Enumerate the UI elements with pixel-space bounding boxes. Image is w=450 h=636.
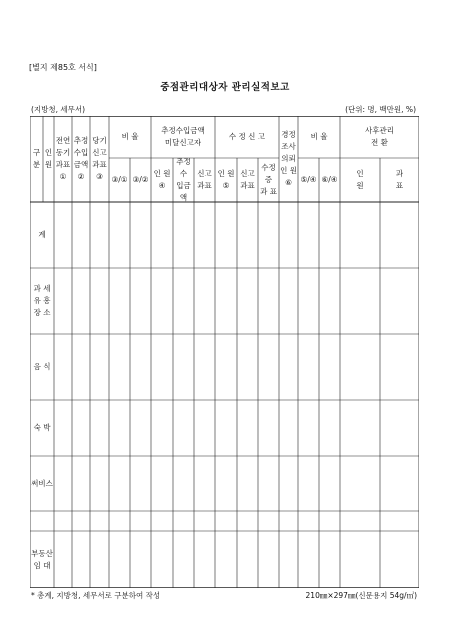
header-ratio-2: 비 율 [310,132,328,141]
organization-label: (지방청, 세무서) [31,105,86,114]
header-category: 구 분 [32,148,41,169]
header-ratio-3-2: ③/② [132,175,149,184]
row-label-real-estate: 부동산 임 대 [31,548,53,570]
header-prior-tax-base: 전연 동기 과표 ① [55,136,71,181]
header-amended-returns: 수 정 신 고 [228,132,266,141]
header-ratio-3-1: ③/① [111,175,128,184]
header-follow-up-headcount: 인 원 [356,169,364,190]
header-under-tax-base: 신고 과표 [197,169,212,190]
unit-label: (단위: 명, 백만원, %) [345,105,416,114]
header-amended-headcount: 인 원 ⑤ [217,169,235,190]
row-label-lodging: 숙 박 [33,423,51,432]
form-number-label: [별지 제85호 서식] [29,63,97,72]
paper-size-note: 210㎜×297㎜(신문용지 54g/㎡) [305,591,417,600]
header-ratio-1: 비 율 [121,132,139,141]
row-label-entertainment: 과 세 유 흥 장 소 [33,284,51,317]
row-label-total: 계 [38,230,46,239]
report-table [30,116,419,588]
header-under-headcount: 인 원 ④ [153,169,171,190]
header-headcount: 인 원 [44,148,53,169]
row-label-restaurant: 음 식 [33,362,51,371]
header-current-tax-base: 당기 신고 과표 ③ [92,136,107,181]
row-label-blank [30,511,54,531]
header-estimated-revenue: 추정 수입 금액 ② [73,136,89,181]
header-ratio-5-4: ⑤/④ [300,175,317,184]
header-follow-up: 사후관리 전 환 [365,126,394,147]
header-under-reporters: 추정수입금액 미달신고자 [161,126,205,147]
footnote: * 총계, 지방청, 세무서로 구분하여 작성 [31,591,161,600]
header-under-est-revenue: 추정수 입금액 [176,158,191,202]
header-ratio-6-4: ⑥/④ [321,175,338,184]
row-label-service: 써비스 [31,478,53,488]
header-follow-up-tax-base: 과 표 [395,169,404,190]
header-audit-referral: 경정 조사 의뢰 인 원 ⑥ [280,130,297,187]
header-amended-increase: 수정증 과 표 [260,163,277,196]
header-amended-tax-base: 신고 과표 [240,169,255,190]
document-title: 중점관리대상자 관리실적보고 [160,82,290,93]
